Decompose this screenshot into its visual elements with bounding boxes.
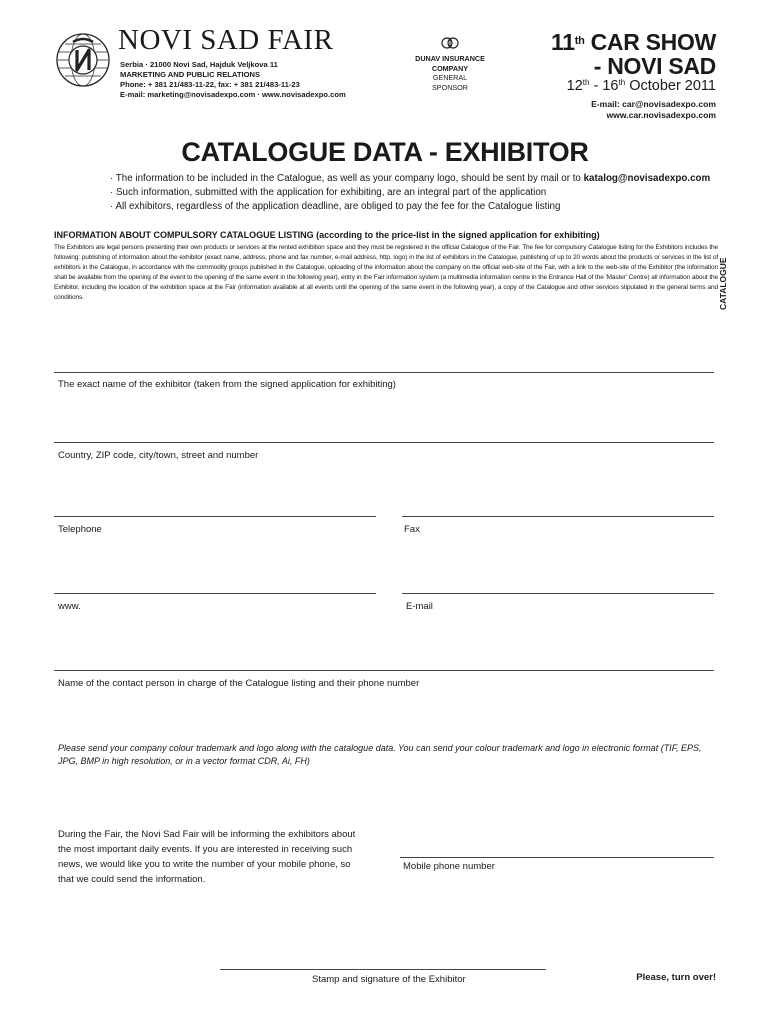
date-start-suffix: th [582, 78, 590, 87]
document-title: CATALOGUE DATA - EXHIBITOR [181, 137, 589, 167]
signature-line[interactable] [220, 969, 546, 970]
date-start: 12 [566, 78, 583, 94]
org-name: NOVI SAD FAIR [118, 24, 334, 56]
logo-instructions: Please send your company colour trademark and logo along with the catalogue data. You can send your colour trademark and logo in electronic format (TIF, EPS, JPG, BMP in high resolution, or in a vector format CDR, Ai, FH) [58, 743, 702, 766]
intro-list [110, 172, 710, 214]
sponsor-role-1: GENERAL [432, 73, 468, 82]
info-body: The Exhibitors are legal persons presenting their own products or services at the rented exhibition space and they must be registered in the official Catalogue of the Fair. The fee for compulsory Catalogue listing for the Exhibitors includes the following: publishing of information about the exhibitor (exact name, address, phone and fax number, e-mail address, http, logo) in the list of exhibitors in the Catalogue, publishing of up to 20 words about the products or services in the list of exhibitors in the Catalogue, in accordance with the commodity groups published in the Catalogue, uploading of the information about the company on the official web-site of the Fair, with a link to the web-site of the Exhibitor (the information shall be available from the opening of the event to the opening of the same event in the following year), entry in the Fair information system (a multimedia information centre in the Entrance Hall of the 'Master' Centre) all information about the Exhibitor, including the location of the exhibition space at the Fair (information available at all events until the opening of the same event in the following year), a copy of the Catalogue and other services stipulated in the general terms and conditions. [54, 244, 718, 302]
date-sep: - [589, 78, 603, 94]
email-input-line[interactable] [402, 593, 714, 594]
sponsor-name-1: DUNAV INSURANCE [415, 54, 485, 63]
dunav-emblem-icon [441, 36, 459, 50]
intro-line-3: · All exhibitors, regardless of the application deadline, are obliged to pay the fee for the Catalogue listing [110, 201, 561, 212]
telephone-label: Telephone [58, 524, 102, 535]
catalogue-email-link[interactable]: katalog@novisadexpo.com [583, 173, 711, 184]
sponsor-name-2: COMPANY [431, 63, 469, 73]
date-end-suffix: th [618, 78, 626, 87]
email-label: E-mail [406, 601, 433, 612]
contact-person-input-line[interactable] [54, 670, 714, 671]
org-address: Serbia · 21000 Novi Sad, Hajduk Veljkova 11 [120, 60, 278, 69]
event-title [551, 30, 716, 78]
mobile-label: Mobile phone number [403, 861, 495, 872]
date-end: 16 [602, 78, 619, 94]
sponsor-role-2: SPONSOR [432, 82, 468, 92]
www-label: www. [58, 601, 81, 612]
intro-line-1-text: · The information to be included in the Catalogue, as well as your company logo, should be sent by mail or to [110, 173, 584, 184]
event-dates [567, 78, 716, 94]
intro-line-2: · Such information, submitted with the application for exhibiting, are an integral part of the application [110, 187, 547, 198]
mobile-note: During the Fair, the Novi Sad Fair will be informing the exhibitors about the most important daily events. If you are interested in receiving such news, we would like you to write the number of your mobile phone, so that we could send the information. [58, 829, 356, 885]
mobile-input-line[interactable] [400, 857, 714, 858]
info-heading: INFORMATION ABOUT COMPULSORY CATALOGUE LISTING (according to the price-list in the signed application for exhibiting) [54, 230, 600, 240]
address-label: Country, ZIP code, city/town, street and number [58, 450, 259, 461]
event-contact [591, 99, 716, 121]
event-number: 11 [551, 29, 575, 55]
date-rest: October 2011 [625, 78, 716, 94]
telephone-input-line[interactable] [54, 516, 376, 517]
fax-label: Fax [404, 524, 420, 535]
org-phone: Phone: + 381 21/483-11-22, fax: + 381 21/483-11-23 [120, 80, 300, 89]
event-web: www.car.novisadexpo.com [606, 110, 716, 120]
event-title-2: - NOVI SAD [593, 53, 716, 79]
intro-line-1 [110, 172, 710, 186]
side-label: CATALOGUE [718, 257, 728, 310]
fax-input-line[interactable] [402, 516, 714, 517]
org-email: E-mail: marketing@novisadexpo.com · www.novisadexpo.com [120, 90, 346, 99]
novi-sad-fair-logo-icon [55, 32, 111, 88]
turn-over-note: Please, turn over! [636, 972, 716, 983]
event-number-suffix: th [574, 35, 585, 47]
exhibitor-name-input-line[interactable] [54, 372, 714, 373]
www-input-line[interactable] [54, 593, 376, 594]
event-title-1: CAR SHOW [590, 29, 716, 55]
event-email: E-mail: car@novisadexpo.com [591, 99, 716, 109]
org-department: MARKETING AND PUBLIC RELATIONS [120, 70, 261, 79]
contact-person-label: Name of the contact person in charge of the Catalogue listing and their phone number [58, 678, 420, 689]
sponsor-block [400, 54, 500, 92]
exhibitor-name-label: The exact name of the exhibitor (taken from the signed application for exhibiting) [58, 379, 396, 390]
stamp-signature-label: Stamp and signature of the Exhibitor [312, 974, 466, 985]
org-info [120, 60, 346, 100]
address-input-line[interactable] [54, 442, 714, 443]
